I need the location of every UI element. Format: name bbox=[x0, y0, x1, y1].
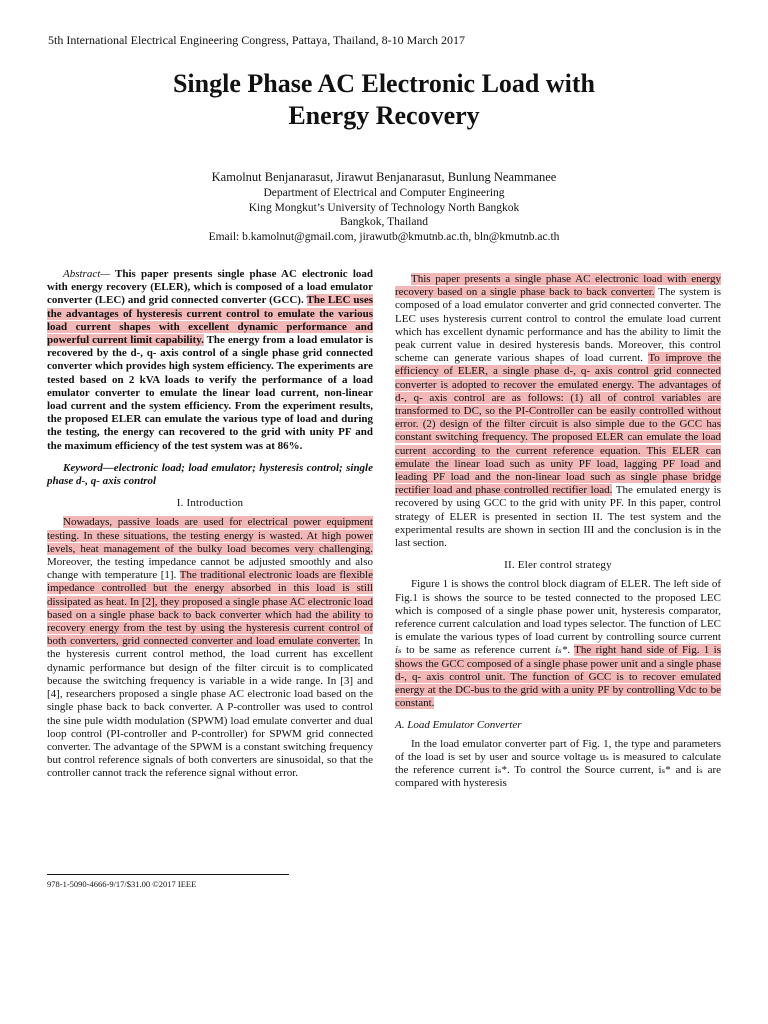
abstract bbox=[47, 268, 373, 453]
title-line-1: Single Phase AC Electronic Load with bbox=[172, 69, 596, 98]
right-highlight-1: This paper presents a single phase AC electronic load with energy recovery based on a single phase back to back converter. bbox=[395, 273, 721, 299]
email: Email: b.kamolnut@gmail.com, jirawutb@kmutnb.ac.th, bln@kmutnb.ac.th bbox=[208, 230, 560, 243]
sec2-text-3: . bbox=[567, 644, 575, 657]
copyright-footnote: 978-1-5090-4666-9/17/$31.00 ©2017 IEEE bbox=[47, 879, 197, 889]
department: Department of Electrical and Computer Engineering bbox=[263, 187, 505, 199]
authors: Kamolnut Benjanarasut, Jirawut Benjanarasut, Bunlung Neammanee bbox=[211, 170, 557, 184]
introduction-paragraph bbox=[47, 516, 373, 780]
source-current-symbol: iₛ bbox=[395, 644, 402, 657]
intro-highlight-2: The traditional electronic loads are flexible impedance controlled but the energy absorbed in this load is still dissipated as heat. In [2], they proposed a single phase AC electronic load based on a single phase back to back converter which had the ability to recovery energy from the test by using the hysteresis current control of both converters, grid connected converter and load emulate converter. bbox=[47, 569, 373, 648]
sec2-text-1: Figure 1 is shows the control block diagram of ELER. The left side of Fig.1 is shows the source to be tested connected to the proposed LEC which is composed of a single phase power unit, hysteresis comparator, reference current calculation and load types selector. The function of LEC is emulate the various types of load current by controlling source current bbox=[395, 578, 721, 644]
section-heading-control-strategy: II. Eler control strategy bbox=[504, 559, 612, 572]
sec2-text-2: to be same as reference current bbox=[401, 644, 555, 657]
abstract-text-2: The energy from a load emulator is recovered by the d-, q- axis control of a single phase grid connected converter which provides high system efficiency. The experiments are tested based on 2 kVA loads to verify the performance of a load emulator converter to emulate the linear load current, non-linear load current and the system efficiency. From the experiment results, the proposed ELER can emulate the various type of load and during the testing, the energy can recovered to the grid with unity PF and the maximum efficiency of the test system was at 86%. bbox=[47, 334, 373, 452]
subsection-heading-load-emulator: A. Load Emulator Converter bbox=[395, 718, 522, 731]
abstract-highlight: The LEC uses the advantages of hysteresis current control to emulate the various load current shapes with excellent dynamic performance and powerful current limit capability. bbox=[47, 294, 373, 347]
title-line-2: Energy Recovery bbox=[288, 101, 480, 130]
university: King Mongkut’s University of Technology North Bangkok bbox=[248, 201, 520, 214]
intro-text-2: In the hysteresis current control method, the load current has excellent dynamic performance but design of the filter circuit is to complicated because the switching frequency is variable in a wide range. In [3] and [4], researchers proposed a single phase AC electronic load based on the single phase back to back converter. A P-controller was used to control the sine pule width modulation (SPWM) load emulate converter and dual loop control (PI-controller and P-controller) for SPWM grid connected converter. The advantage of the SPWM is a constant switching frequency but control reference signals of both converters are sinusoidal, so that the controller cannot track the reference signal without error. bbox=[47, 635, 373, 780]
sec2-highlight: The right hand side of Fig. 1 is shows the GCC composed of a single phase power unit and a single phase d-, q- axis control unit. The function of GCC is to recover emulated energy at the DC-bus to the grid with a unity PF by controlling Vdc to be constant. bbox=[395, 644, 721, 710]
right-highlight-2: To improve the efficiency of ELER, a single phase d-, q- axis control grid connected converter is adopted to recover the emulated energy. The advantages of d-, q- axis control are as follows: (1) all of control variables are transformed to DC, so the PI-Controller can be easily controlled without error. (2) design of the filter circuit is also simple due to the GCC has constant switching frequency. The proposed ELER can emulate the load current according to the current reference equation. This ELER can emulate the linear load such as unity PF load, lagging PF load and leading PF load and the non-linear load such as single phase bridge rectifier load and phase controlled rectifier load. bbox=[395, 352, 721, 497]
abstract-label: Abstract— bbox=[63, 268, 111, 280]
footnote-rule bbox=[47, 874, 289, 875]
right-column bbox=[395, 273, 721, 791]
right-text-2: The emulated energy is recovered by using GCC to the grid with unity PF. In this paper, control strategy of ELER is presented in section II. The test system and the experimental results are shown in section III and the conclusion is in the last section. bbox=[395, 484, 721, 550]
intro-highlight-1: Nowadays, passive loads are used for electrical power equipment testing. In these situations, the testing energy is wasted. At high power levels, heat management of the bulky load becomes very challenging. bbox=[47, 516, 373, 555]
reference-current-symbol: iₛ* bbox=[554, 644, 568, 657]
right-text-1: The system is composed of a load emulator converter and grid connected converter. The LEC uses hysteresis current control to control the emulate load current which has excellent dynamic performance and has the ability to limit the peak current value in desired hysteresis bands. Moreover, this control scheme can generate various shapes of load current. bbox=[395, 286, 722, 365]
abstract-text-1: This paper presents single phase AC electronic load with energy recovery (ELER), which is composed of a load emulator converter (LEC) and grid connected converter (GCC). bbox=[47, 268, 373, 307]
section-heading-introduction: I. Introduction bbox=[176, 497, 244, 510]
left-column bbox=[47, 268, 373, 781]
conference-header: 5th International Electrical Engineering Congress, Pattaya, Thailand, 8-10 March 2017 bbox=[48, 33, 465, 47]
keywords: Keyword—electronic load; load emulator; hysteresis control; single phase d-, q- axis control bbox=[47, 461, 373, 488]
load-emulator-paragraph: In the load emulator converter part of Fig. 1, the type and parameters of the load is set by user and source voltage uₛ is measured to calculate the reference current iₛ*. To control the Source current, iₛ* and iₛ are compared with hysteresis bbox=[395, 737, 721, 790]
affiliation bbox=[0, 186, 768, 244]
intro-text-1: Moreover, the testing impedance cannot be adjusted smoothly and also change with temperature [1]. bbox=[47, 556, 373, 582]
intro-continued-paragraph bbox=[395, 273, 721, 550]
paper-title bbox=[0, 68, 768, 132]
city: Bangkok, Thailand bbox=[340, 216, 428, 228]
control-strategy-paragraph bbox=[395, 578, 721, 710]
